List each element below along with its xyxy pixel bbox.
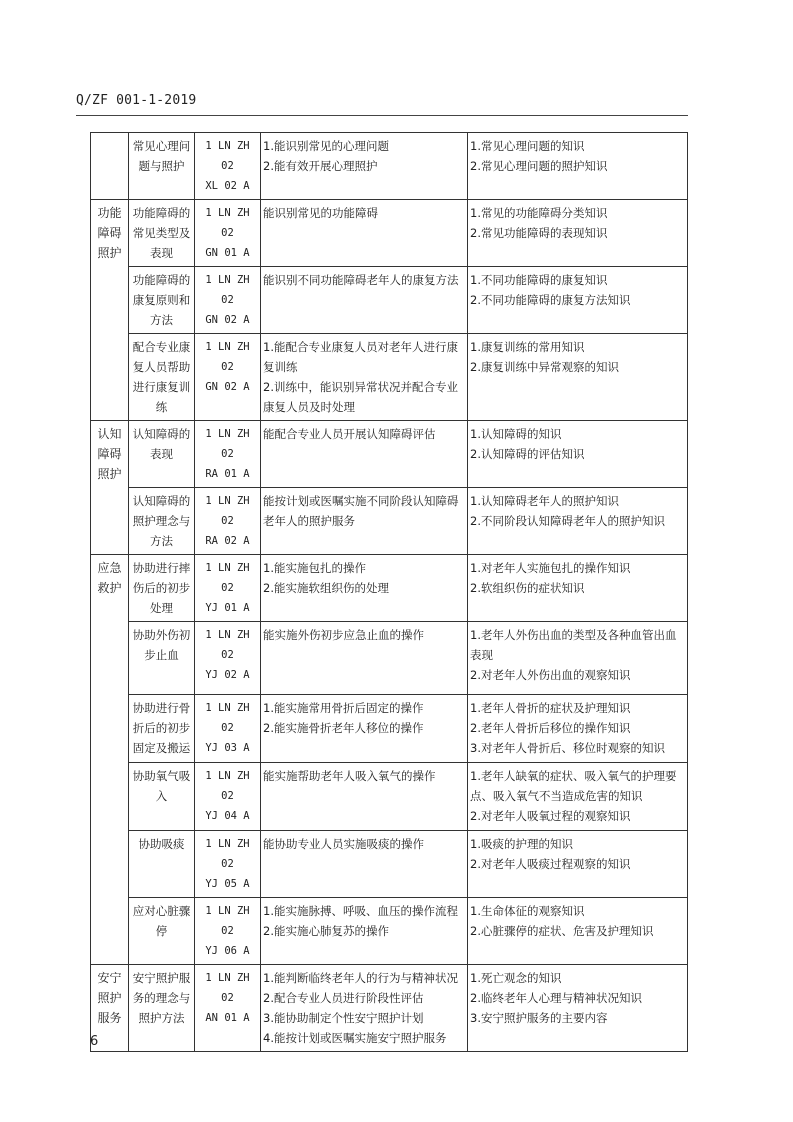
skills-cell: 能实施帮助老年人吸入氧气的操作 bbox=[261, 763, 468, 831]
code-cell: 1 LN ZH 02 YJ 01 A bbox=[195, 555, 261, 622]
skills-cell: 1.能识别常见的心理问题 2.能有效开展心理照护 bbox=[261, 133, 468, 200]
table-row bbox=[91, 334, 688, 421]
category-cell: 认知障碍照护 bbox=[91, 421, 129, 555]
document-code: Q/ZF 001-1-2019 bbox=[76, 93, 197, 108]
work-item-cell: 认知障碍的照护理念与方法 bbox=[129, 488, 195, 555]
category-cell: 功能障碍照护 bbox=[91, 200, 129, 421]
skills-knowledge-table bbox=[90, 132, 688, 1052]
knowledge-cell: 1.生命体征的观察知识 2.心脏骤停的症状、危害及护理知识 bbox=[468, 898, 688, 965]
table-row bbox=[91, 965, 688, 1052]
knowledge-cell: 1.吸痰的护理的知识 2.对老年人吸痰过程观察的知识 bbox=[468, 831, 688, 898]
knowledge-cell: 1.常见的功能障碍分类知识 2.常见功能障碍的表现知识 bbox=[468, 200, 688, 267]
skills-cell: 1.能实施包扎的操作 2.能实施软组织伤的处理 bbox=[261, 555, 468, 622]
work-item-cell: 协助吸痰 bbox=[129, 831, 195, 898]
code-cell: 1 LN ZH 02 GN 02 A bbox=[195, 334, 261, 421]
knowledge-cell: 1.老年人外伤出血的类型及各种血管出血表现 2.对老年人外伤出血的观察知识 bbox=[468, 622, 688, 695]
knowledge-cell: 1.老年人缺氧的症状、吸入氧气的护理要点、吸入氧气不当造成危害的知识 2.对老年人吸氧过程的观察知识 bbox=[468, 763, 688, 831]
work-item-cell: 协助进行骨折后的初步固定及搬运 bbox=[129, 695, 195, 763]
code-cell: 1 LN ZH 02 AN 01 A bbox=[195, 965, 261, 1052]
table-row bbox=[91, 898, 688, 965]
knowledge-cell: 1.死亡观念的知识 2.临终老年人心理与精神状况知识 3.安宁照护服务的主要内容 bbox=[468, 965, 688, 1052]
table-row bbox=[91, 200, 688, 267]
knowledge-cell: 1.不同功能障碍的康复知识 2.不同功能障碍的康复方法知识 bbox=[468, 267, 688, 334]
work-item-cell: 认知障碍的表现 bbox=[129, 421, 195, 488]
code-cell: 1 LN ZH 02 GN 02 A bbox=[195, 267, 261, 334]
work-item-cell: 安宁照护服务的理念与照护方法 bbox=[129, 965, 195, 1052]
code-cell: 1 LN ZH 02 RA 01 A bbox=[195, 421, 261, 488]
work-item-cell: 应对心脏骤停 bbox=[129, 898, 195, 965]
table-row bbox=[91, 555, 688, 622]
skills-cell: 能识别常见的功能障碍 bbox=[261, 200, 468, 267]
header-divider bbox=[76, 115, 688, 116]
skills-cell: 能实施外伤初步应急止血的操作 bbox=[261, 622, 468, 695]
knowledge-cell: 1.常见心理问题的知识 2.常见心理问题的照护知识 bbox=[468, 133, 688, 200]
work-item-cell: 协助氧气吸入 bbox=[129, 763, 195, 831]
knowledge-cell: 1.认知障碍的知识 2.认知障碍的评估知识 bbox=[468, 421, 688, 488]
skills-cell: 能协助专业人员实施吸痰的操作 bbox=[261, 831, 468, 898]
table-row bbox=[91, 622, 688, 695]
table-row bbox=[91, 488, 688, 555]
skills-cell: 1.能实施常用骨折后固定的操作 2.能实施骨折老年人移位的操作 bbox=[261, 695, 468, 763]
code-cell: 1 LN ZH 02 YJ 02 A bbox=[195, 622, 261, 695]
work-item-cell: 协助进行摔伤后的初步处理 bbox=[129, 555, 195, 622]
skills-cell: 1.能配合专业康复人员对老年人进行康复训练 2.训练中，能识别异常状况并配合专业康复人员及时处理 bbox=[261, 334, 468, 421]
table-row bbox=[91, 421, 688, 488]
table-row bbox=[91, 831, 688, 898]
table-row bbox=[91, 267, 688, 334]
knowledge-cell: 1.认知障碍老年人的照护知识 2.不同阶段认知障碍老年人的照护知识 bbox=[468, 488, 688, 555]
category-cell: 应急救护 bbox=[91, 555, 129, 965]
skills-cell: 1.能判断临终老年人的行为与精神状况 2.配合专业人员进行阶段性评估 3.能协助制定个性安宁照护计划 4.能按计划或医嘱实施安宁照护服务 bbox=[261, 965, 468, 1052]
skills-cell: 1.能实施脉搏、呼吸、血压的操作流程 2.能实施心肺复苏的操作 bbox=[261, 898, 468, 965]
code-cell: 1 LN ZH 02 RA 02 A bbox=[195, 488, 261, 555]
work-item-cell: 功能障碍的康复原则和方法 bbox=[129, 267, 195, 334]
category-cell: 安宁照护服务 bbox=[91, 965, 129, 1052]
knowledge-cell: 1.对老年人实施包扎的操作知识 2.软组织伤的症状知识 bbox=[468, 555, 688, 622]
code-cell: 1 LN ZH 02 GN 01 A bbox=[195, 200, 261, 267]
code-cell: 1 LN ZH 02 YJ 05 A bbox=[195, 831, 261, 898]
work-item-cell: 协助外伤初步止血 bbox=[129, 622, 195, 695]
skills-cell: 能识别不同功能障碍老年人的康复方法 bbox=[261, 267, 468, 334]
page-number: 6 bbox=[90, 1034, 99, 1049]
skills-cell: 能配合专业人员开展认知障碍评估 bbox=[261, 421, 468, 488]
work-item-cell: 配合专业康复人员帮助进行康复训练 bbox=[129, 334, 195, 421]
code-cell: 1 LN ZH 02 XL 02 A bbox=[195, 133, 261, 200]
code-cell: 1 LN ZH 02 YJ 03 A bbox=[195, 695, 261, 763]
table-row bbox=[91, 133, 688, 200]
knowledge-cell: 1.老年人骨折的症状及护理知识 2.老年人骨折后移位的操作知识 3.对老年人骨折后、移位时观察的知识 bbox=[468, 695, 688, 763]
table-row bbox=[91, 763, 688, 831]
work-item-cell: 常见心理问题与照护 bbox=[129, 133, 195, 200]
skills-cell: 能按计划或医嘱实施不同阶段认知障碍老年人的照护服务 bbox=[261, 488, 468, 555]
work-item-cell: 功能障碍的常见类型及表现 bbox=[129, 200, 195, 267]
knowledge-cell: 1.康复训练的常用知识 2.康复训练中异常观察的知识 bbox=[468, 334, 688, 421]
code-cell: 1 LN ZH 02 YJ 04 A bbox=[195, 763, 261, 831]
table-row bbox=[91, 695, 688, 763]
category-cell-empty bbox=[91, 133, 129, 200]
code-cell: 1 LN ZH 02 YJ 06 A bbox=[195, 898, 261, 965]
